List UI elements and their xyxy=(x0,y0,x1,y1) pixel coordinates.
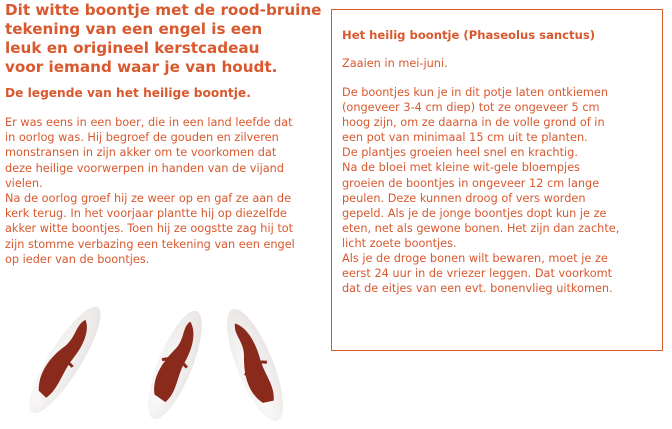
info-box-text xyxy=(342,85,619,296)
story-line: kerk terug. In het voorjaar plantte hij op diezelfde xyxy=(5,207,287,221)
legend-title: De legende van het heilige boontje. xyxy=(5,86,251,100)
info-line: peulen. Deze kunnen droog of vers worden xyxy=(342,191,586,205)
info-line: licht zoete boontjes. xyxy=(342,236,457,250)
headline-line: voor iemand waar je van houdt. xyxy=(5,58,278,76)
story-line: vielen. xyxy=(5,176,43,190)
story-line: in oorlog was. Hij begroef de gouden en zilveren xyxy=(5,131,279,145)
info-line: De plantjes groeien heel snel en krachtig. xyxy=(342,146,578,160)
info-line: gepeld. Als je de jonge boontjes dopt kun je ze xyxy=(342,206,607,220)
headline-line: tekening van een engel is een xyxy=(5,20,263,38)
info-line: De boontjes kun je in dit potje laten ontkiemen xyxy=(342,86,609,99)
info-box xyxy=(331,9,663,351)
info-line: (ongeveer 3-4 cm diep) tot ze ongeveer 5 cm xyxy=(342,101,600,115)
info-line: Als je de droge bonen wilt bewaren, moet je ze xyxy=(342,252,608,266)
bean-left xyxy=(20,299,111,421)
sowing-note: Zaaien in mei-juni. xyxy=(342,57,448,70)
story-line: op ieder van de boontjes. xyxy=(5,252,150,266)
info-line: een pot van minimaal 15 cm uit te planten. xyxy=(342,131,588,145)
info-line: groeien de boontjes in ongeveer 12 cm lange xyxy=(342,176,600,190)
info-line: hoog zijn, om ze daarna in de volle grond of in xyxy=(342,116,605,130)
story-line: zijn stomme verbazing een tekening van een engel xyxy=(5,237,295,251)
info-line: eerst 24 uur in de vriezer leggen. Dat voorkomt xyxy=(342,267,613,281)
story-line: monstransen in zijn akker om te voorkomen dat xyxy=(5,146,277,160)
story-line: deze heilige voorwerpen in handen van de vijand xyxy=(5,161,284,175)
story-line: akker witte boontjes. Toen hij ze oogstte zag hij tot xyxy=(5,222,294,236)
left-column xyxy=(5,1,330,267)
info-line: eten, net als gewone bonen. Het zijn dan zachte, xyxy=(342,221,620,235)
story-line: Er was eens in een boer, die in een land leefde dat xyxy=(5,116,293,129)
bean-right xyxy=(216,303,294,425)
info-box-title: Het heilig boontje (Phaseolus sanctus) xyxy=(342,28,596,42)
info-line: dat de eitjes van een evt. bonenvlieg uitkomen. xyxy=(342,282,613,296)
bean-middle xyxy=(138,305,213,425)
headline-line: leuk en origineel kerstcadeau xyxy=(5,39,260,57)
info-box-content xyxy=(342,28,619,296)
headline xyxy=(5,1,330,77)
headline-line: Dit witte boontje met de rood-bruine xyxy=(5,1,322,19)
story-line: Na de oorlog groef hij ze weer op en gaf ze aan de xyxy=(5,192,292,206)
beans-illustration xyxy=(20,295,320,425)
legend-story xyxy=(5,115,330,267)
info-line: Na de bloei met kleine wit-gele bloempjes xyxy=(342,161,581,175)
